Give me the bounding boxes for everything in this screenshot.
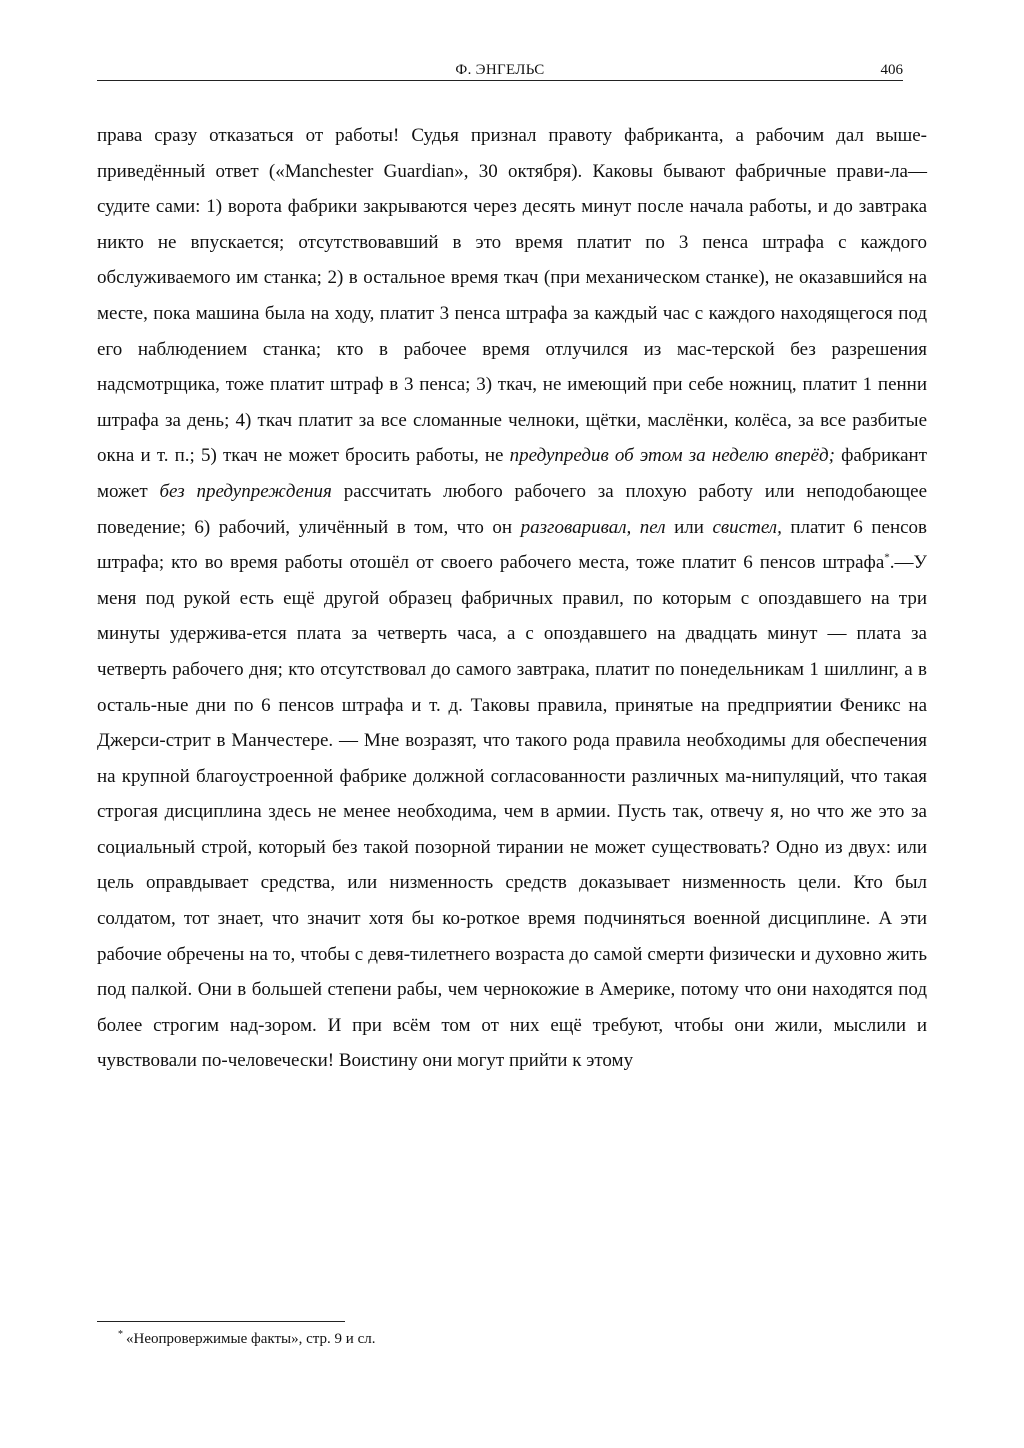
- footnote-mark: *: [118, 1329, 123, 1340]
- italic-phrase: свистел,: [712, 516, 782, 538]
- page-header: [97, 60, 903, 81]
- body-paragraph: [97, 118, 927, 1079]
- italic-phrase: предупредив об этом за неделю вперёд;: [509, 445, 835, 467]
- page-number: 406: [880, 62, 903, 78]
- body-text-segment: рассчитать любого рабочего за плохую работу или неподобающее поведение; 6) рабочий, уличённый в том, что он: [97, 480, 928, 538]
- body-text-segment: .—У меня под рукой есть ещё другой образец фабричных правил, по которым с опоздавшего на три минуты удержива-ется плата за четверть часа, а с опоздавшего на двадцать минут — плата за четверть рабочего дня; кто отсутствовал до самого завтрака, платит по понедельникам 1 шиллинг, а в осталь-ные дни по 6 пенсов штрафа и т. д. Таковы правила, принятые на предприятии Феникс на Джерси-стрит в Манчестере. — Мне возразят, что такого рода правила необходимы для обеспечения на крупной благоустроенной фабрике должной согласованности различных ма-нипуляций, что такая строгая дисциплина здесь не менее необходима, чем в армии. Пусть так, отвечу я, но что же это за социальный строй, который без такой позорной тирании не может существовать? Одно из двух: или цель оправдывает средства, или низменность средств доказывает низменность цели. Кто был солдатом, тот знает, что значит хотя бы ко-роткое время подчиняться военной дисциплине. А эти рабочие обречены на то, чтобы с девя-тилетнего возраста до самой смерти физически и духовно жить под палкой. Они в большей степени рабы, чем чернокожие в Америке, потому что они находятся под более строгим над-зором. И при всём том от них ещё требуют, чтобы они жили, мыслили и чувствовали по-человечески! Воистину они могут прийти к этому: [97, 552, 927, 1072]
- footnote-text: «Неопровержимые факты», стр. 9 и сл.: [126, 1331, 376, 1347]
- body-text-segment: фабрикант может: [97, 445, 928, 502]
- body-text-segment: платит 6 пенсов штрафа; кто во время работы отошёл от своего рабочего места, тоже платит 6 пенсов штрафа: [97, 516, 928, 574]
- footnote-reference[interactable]: *: [884, 551, 890, 564]
- running-title: Ф. ЭНГЕЛЬС: [455, 62, 545, 78]
- footnote: [118, 1329, 375, 1349]
- footnote-divider: [97, 1321, 345, 1322]
- body-text-segment: или: [674, 516, 704, 538]
- italic-phrase: без предупреждения: [159, 480, 332, 502]
- body-text-segment: права сразу отказаться от работы! Судья признал правоту фабриканта, а рабочим дал выше-приведённый ответ («Manchester Guardian», 30 октября). Каковы бывают фабричные прави-ла—судите сами: 1) ворота фабрики закрываются через десять минут после начала работы, и до завтрака никто не впускается; отсутствовавший в это время платит по 3 пенса штрафа с каждого обслуживаемого им станка; 2) в остальное время ткач (при механическом станке), не оказавшийся на месте, пока машина была на ходу, платит 3 пенса штрафа за каждый час с каждого находящегося под его наблюдением станка; кто в рабочее время отлучился из мас-терской без разрешения надсмотрщика, тоже платит штраф в 3 пенса; 3) ткач, не имеющий при себе ножниц, платит 1 пенни штрафа за день; 4) ткач платит за все сломанные челноки, щётки, маслёнки, колёса, за все разбитые окна и т. п.; 5) ткач не может бросить работы, не: [97, 125, 927, 467]
- italic-phrase: разговаривал, пел: [520, 516, 666, 538]
